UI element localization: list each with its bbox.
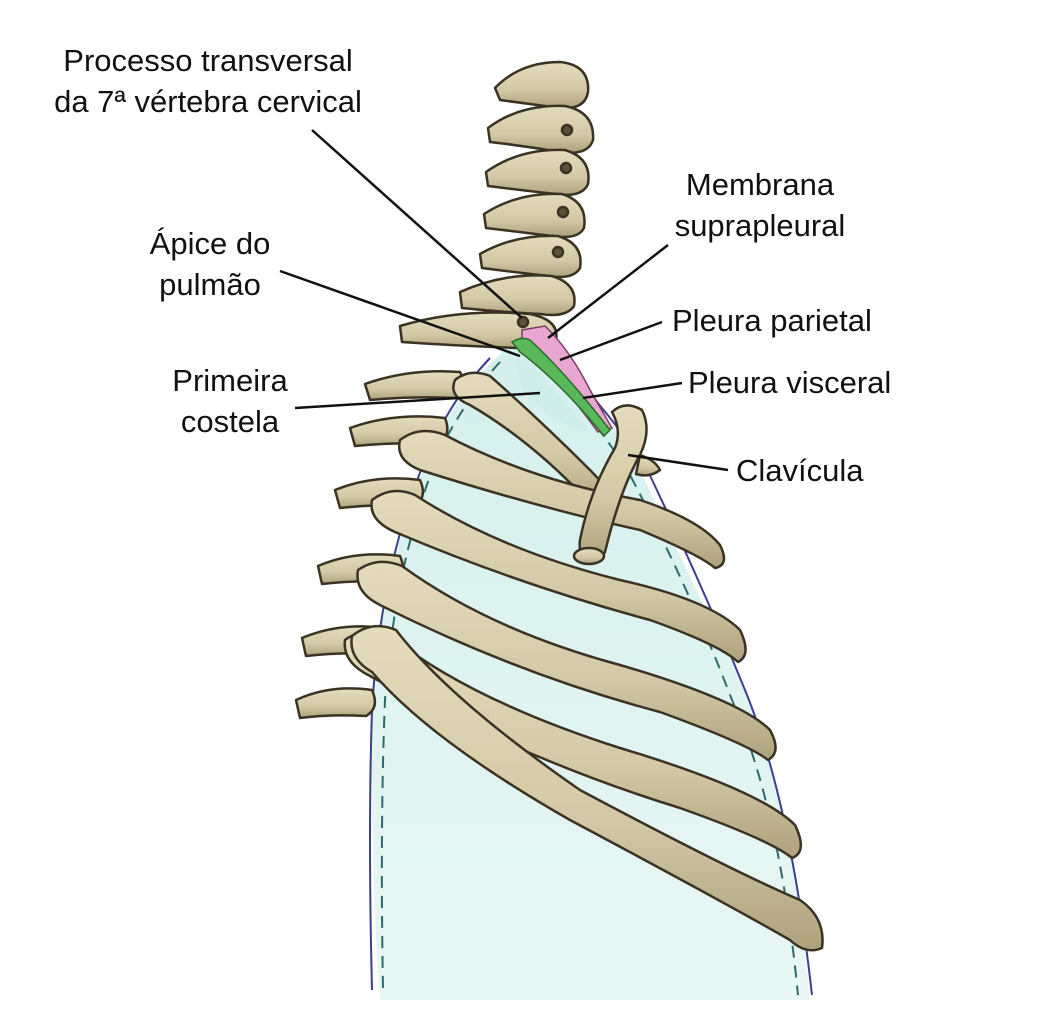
vertebra-t1 [365, 371, 464, 400]
label-line: suprapleural [674, 208, 846, 243]
label-line: Processo transversal [63, 43, 353, 78]
label-suprapleural-membrane [660, 164, 860, 246]
vertebral-foramen [518, 317, 528, 327]
vertebral-foramen [561, 163, 571, 173]
vertebra-c3 [486, 150, 589, 195]
label-line: Ápice do [149, 226, 271, 261]
label-line: costela [180, 404, 280, 439]
vertebra-c6 [460, 275, 575, 315]
label-first-rib [150, 360, 310, 442]
label-lung-apex [130, 223, 290, 305]
vertebral-foramen [553, 247, 563, 257]
label-visceral-pleura [688, 362, 891, 403]
label-transverse-process [22, 40, 394, 122]
vertebra-c5 [480, 236, 581, 277]
label-clavicle [736, 450, 864, 491]
label-line: Pleura parietal [672, 303, 872, 338]
label-line: pulmão [159, 267, 261, 302]
vertebral-foramen [562, 125, 572, 135]
label-parietal-pleura [672, 300, 872, 341]
clavicle-end [574, 548, 604, 564]
cervical-spine [400, 62, 593, 349]
label-line: Membrana [685, 167, 835, 202]
vertebra-c2 [488, 106, 593, 153]
vertebra-c1 [495, 62, 588, 108]
label-line: Clavícula [736, 453, 864, 488]
vertebra-c4 [484, 194, 585, 237]
leader-parietal-pleura [560, 322, 662, 360]
label-line: Primeira [172, 363, 288, 398]
leader-visceral-pleura [583, 383, 682, 398]
label-line: Pleura visceral [688, 365, 892, 400]
vertebral-foramen [558, 207, 568, 217]
vertebra-t6 [296, 688, 375, 718]
label-line: da 7ª vértebra cervical [54, 84, 362, 119]
